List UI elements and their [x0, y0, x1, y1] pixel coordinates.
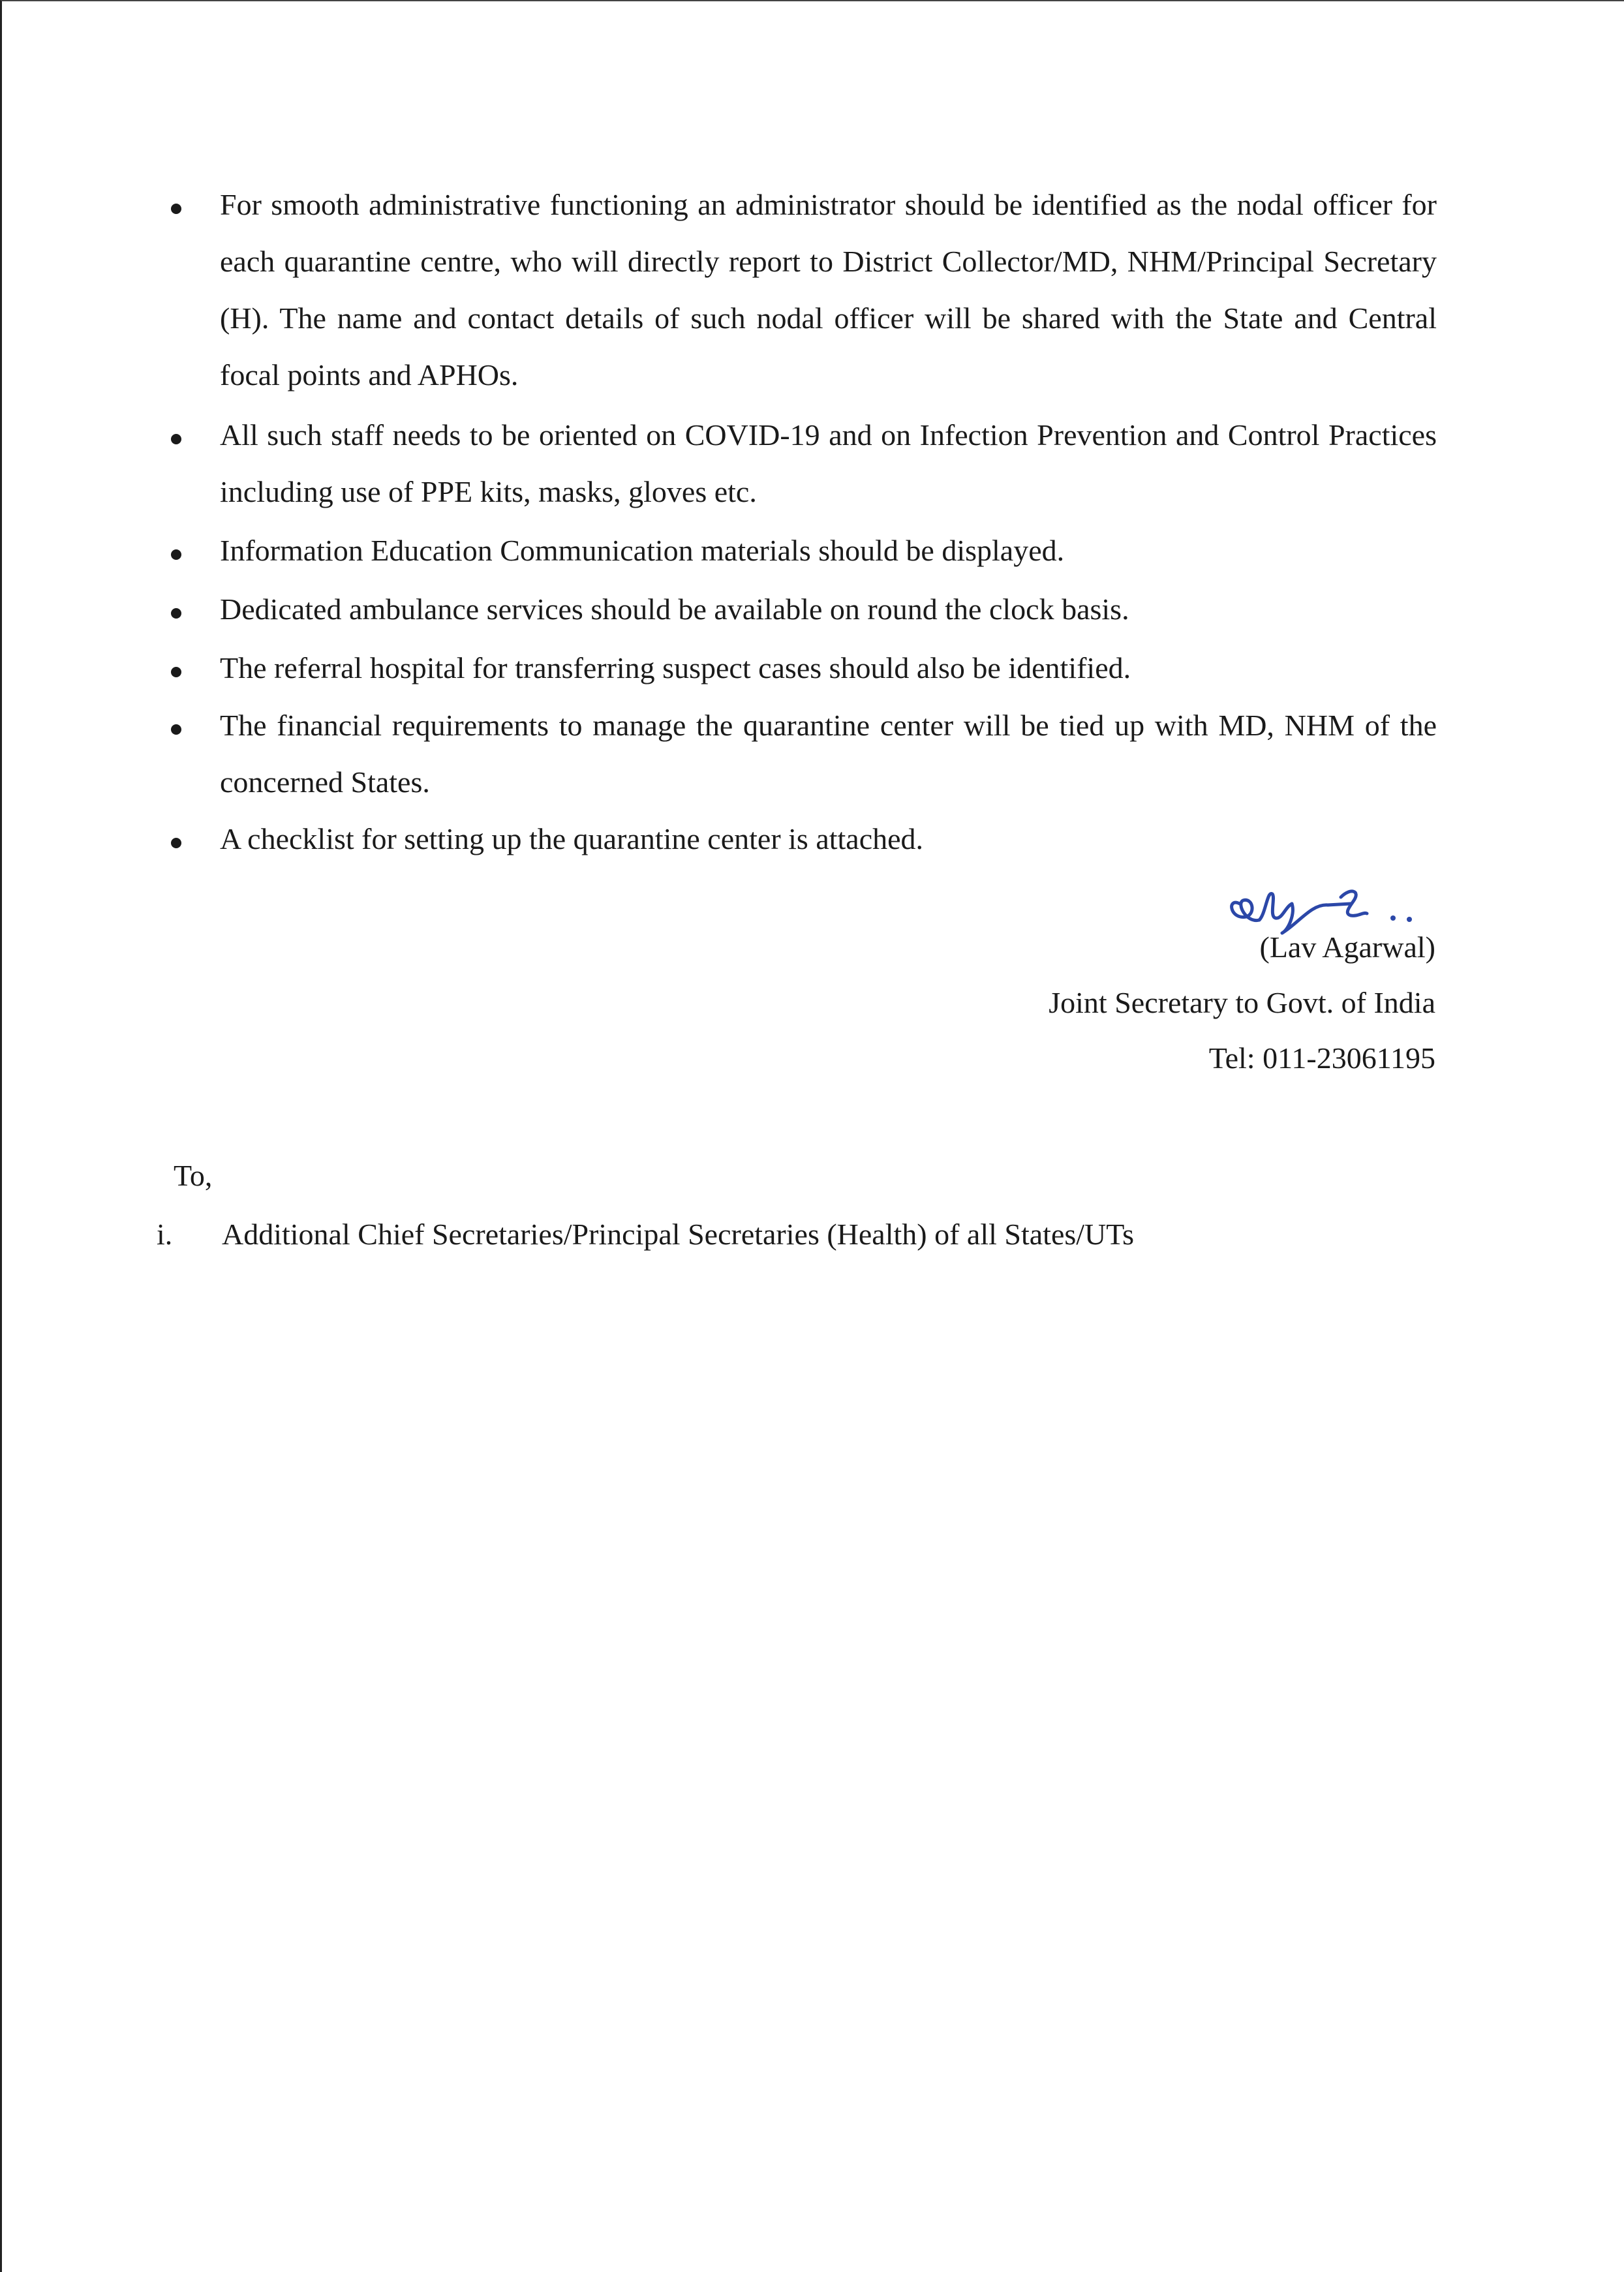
bullet-text: Information Education Communication materials should be displayed. [220, 534, 1065, 567]
bullet-dot [171, 838, 181, 848]
bullet-text: A checklist for setting up the quarantine center is attached. [220, 822, 924, 855]
signatory-name: (Lav Agarwal) [1259, 930, 1435, 964]
bullet-text: The financial requirements to manage the quarantine center will be tied up with MD, NHM of the concerned States. [220, 709, 1437, 799]
addressee-number: i. [157, 1218, 173, 1251]
signatory-telephone: Tel: 011-23061195 [1208, 1041, 1435, 1075]
bullet-dot [171, 724, 181, 735]
bullet-dot [171, 667, 181, 677]
bullet-text: All such staff needs to be oriented on COVID-19 and on Infection Prevention and Control Practices including use of PPE kits, masks, gloves etc. [220, 418, 1437, 508]
addressee-text: Additional Chief Secretaries/Principal Secretaries (Health) of all States/UTs [222, 1218, 1135, 1251]
bullet-dot [171, 434, 181, 444]
bullet-text: Dedicated ambulance services should be available on round the clock basis. [220, 592, 1129, 626]
bullet-dot [171, 608, 181, 619]
to-label: To, [174, 1159, 213, 1192]
bullet-text: The referral hospital for transferring suspect cases should also be identified. [220, 651, 1131, 684]
signatory-title: Joint Secretary to Govt. of India [1049, 986, 1435, 1019]
bullet-dot [171, 549, 181, 560]
bullet-dot [171, 204, 181, 214]
bullet-text: For smooth administrative functioning an administrator should be identified as the nodal officer for each quarantine centre, who will directly report to District Collector/MD, NHM/Principal Secretary (H). The name and contact details of such nodal officer will be shared with the State and Central focal points and APHOs. [220, 188, 1437, 391]
